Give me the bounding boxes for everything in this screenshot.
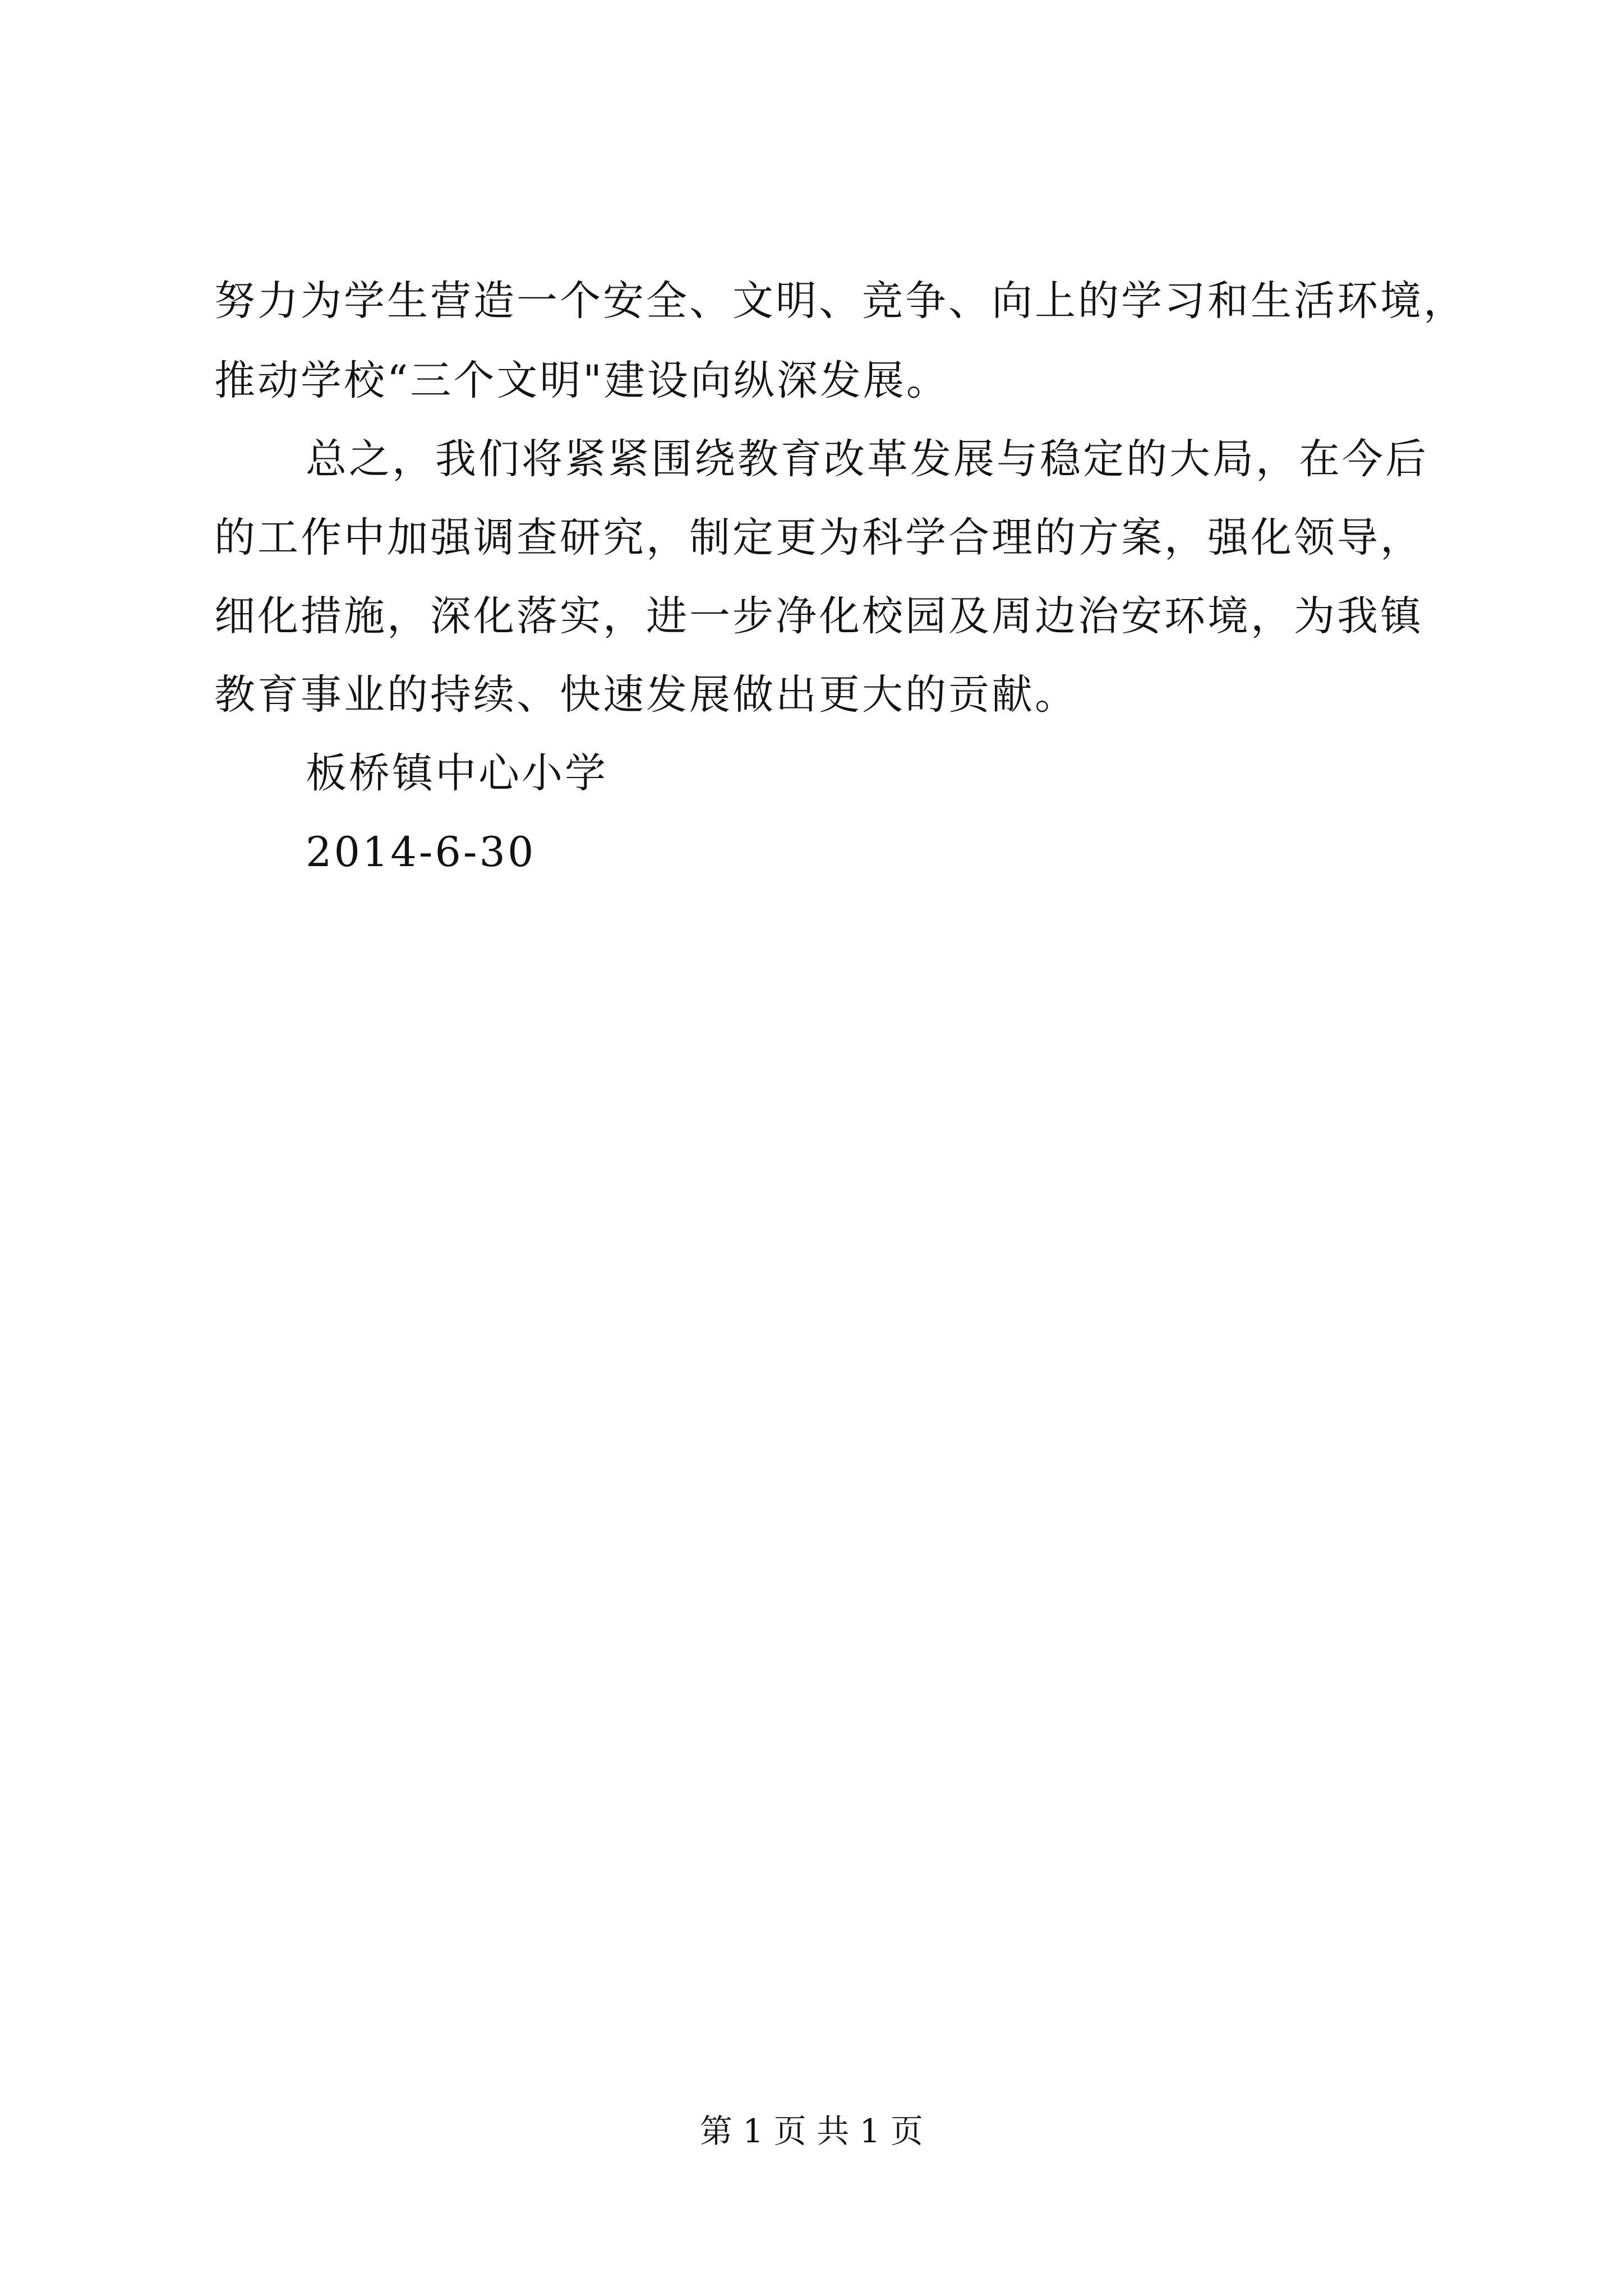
signature-organization: 板桥镇中心小学 (306, 749, 608, 797)
paragraph-line: 细化措施，深化落实，进一步净化校园及周边治安环境，为我镇 (214, 592, 1423, 640)
paragraph-line: 的工作中加强调查研究，制定更为科学合理的方案，强化领导， (214, 514, 1423, 562)
paragraph-line: 教育事业的持续、快速发展做出更大的贡献。 (214, 671, 1078, 719)
signature-date: 2014-6-30 (306, 829, 536, 876)
paragraph-line: 努力为学生营造一个安全、文明、竞争、向上的学习和生活环境， (214, 277, 1467, 325)
paragraph-line: 总之，我们将紧紧围绕教育改革发展与稳定的大局，在今后 (306, 435, 1428, 483)
paragraph-line: 推动学校“三个文明"建设向纵深发展。 (214, 357, 949, 404)
page-number-footer: 第 1 页 共 1 页 (700, 2112, 923, 2150)
